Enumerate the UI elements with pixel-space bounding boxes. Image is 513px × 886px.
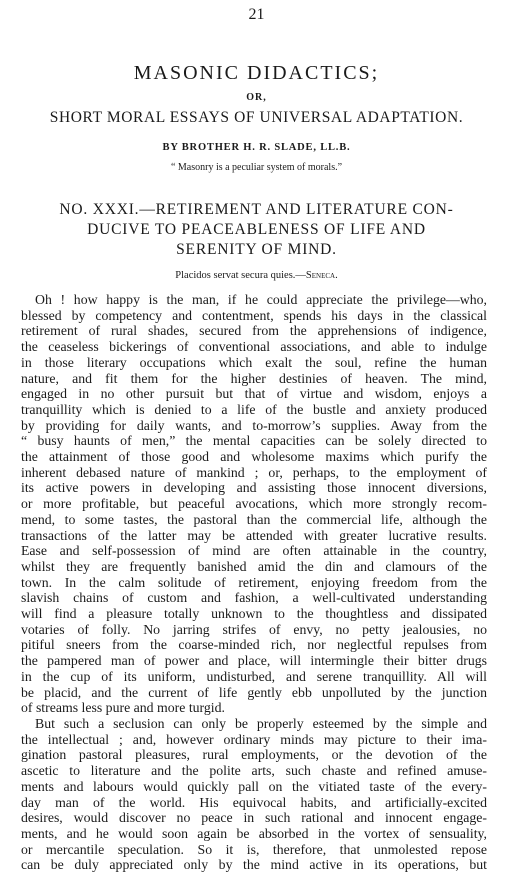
body-line: blessed by competency and contentment, spends his days in the classical — [21, 307, 487, 323]
epigraph — [0, 270, 513, 281]
body-line: be placid, and the current of life gently ebb unpolluted by the junction — [21, 684, 487, 700]
body-line: tranquillity which is denied to a life of the bustle and anxiety produced — [21, 401, 487, 417]
body-line: by providing for daily wants, and to-morrow’s supplies. Away from the — [21, 417, 487, 433]
body-line: the attainment of those good and wholesome maxims which purify the — [21, 449, 487, 465]
essay-title — [0, 200, 513, 260]
body-line: day man of the world. His equivocal habits, and artificially-excited — [21, 794, 487, 810]
body-line: the pampered man of power and place, will intermingle their bitter drugs — [21, 653, 487, 669]
body-line: inherent debased nature of mankind ; or, perhaps, to the employment of — [21, 464, 487, 480]
body-line: slavish chains of custom and fashion, a well-cultivated understanding — [21, 590, 487, 606]
body-line: ments and labours would quickly pall on the vitiated taste of the every- — [21, 778, 487, 794]
body-line: pitiful sneers from the coarse-minded rich, nor neglectful repulses from — [21, 637, 487, 653]
body-line: in the cup of its uniform, undisturbed, and serene tranquillity. All will — [21, 668, 487, 684]
main-title: MASONIC DIDACTICS; — [133, 62, 380, 84]
body-line: or more profitable, but peaceful avocations, which more strongly recom- — [21, 496, 487, 512]
body-line: retirement of rural shades, secured from the apprehensions of indigence, — [21, 323, 487, 339]
subtitle: SHORT MORAL ESSAYS OF UNIVERSAL ADAPTATION. — [49, 109, 464, 126]
essay-title-line: SERENITY OF MIND. — [176, 241, 337, 258]
body-line: desires, would discover no peace in such rational and innocent engage- — [21, 810, 487, 826]
epigraph-source: Seneca. — [305, 270, 338, 281]
body-line: the ceaseless bickerings of conventional associations, and able to indulge — [21, 339, 487, 355]
motto-quote: “ Masonry is a peculiar system of morals.” — [170, 162, 343, 173]
body-line: the intellectual ; and, however ordinary minds may picture to their ima- — [21, 731, 487, 747]
page-number: 21 — [248, 6, 265, 23]
body-line: gination pastoral pleasures, rural employments, or the devotion of the — [21, 747, 487, 763]
body-line: whilst they are frequently banished amid the din and clamours of the — [21, 558, 487, 574]
body-line: mend, to some tastes, the pastoral than the commercial life, although the — [21, 511, 487, 527]
body-line: “ busy haunts of men,” the mental capacities can be solely directed to — [21, 433, 487, 449]
body-line: But such a seclusion can only be properly esteemed by the simple and — [35, 715, 487, 731]
essay-title-line: DUCIVE TO PEACEABLENESS OF LIFE AND — [87, 221, 426, 238]
essay-body — [21, 292, 487, 873]
epigraph-text: Placidos servat secura quies.— — [175, 270, 306, 281]
body-line: its active powers in developing and assisting those innocent diversions, — [21, 480, 487, 496]
body-line: transactions of the latter may be attended with greater lucrative results. — [21, 527, 487, 543]
body-line: in those literary occupations which exalt the soul, refine the human — [21, 354, 487, 370]
body-line: engaged in no other pursuit but that of virtue and wisdom, enjoys a — [21, 386, 487, 402]
body-line: Oh ! how happy is the man, if he could appreciate the privilege—who, — [35, 292, 487, 307]
body-line: Ease and self-possession of mind are often attainable in the country, — [21, 543, 487, 559]
body-line: ascetic to literature and the polite arts, such chaste and refined amuse- — [21, 763, 487, 779]
body-line: nature, and fit them for the higher destinies of heaven. The mind, — [21, 370, 487, 386]
or-connector: OR, — [246, 92, 267, 103]
body-line: will find a pleasure totally unknown to the thoughtless and dissipated — [21, 606, 487, 622]
body-line: or mercantile speculation. So it is, therefore, that unmolested repose — [21, 841, 487, 857]
body-line: town. In the calm solitude of retirement, enjoying freedom from the — [21, 574, 487, 590]
body-line: can be duly appreciated only by the mind active in its operations, but — [21, 857, 487, 873]
body-line: votaries of folly. No jarring strifes of envy, no petty jealousies, no — [21, 621, 487, 637]
essay-title-line: NO. XXXI.—RETIREMENT AND LITERATURE CON- — [59, 201, 454, 218]
body-line: ments, and he would soon again be absorbed in the vortex of sensuality, — [21, 825, 487, 841]
body-line: of streams less pure and more turgid. — [21, 700, 225, 716]
author-byline: BY BROTHER H. R. SLADE, LL.B. — [162, 142, 351, 153]
